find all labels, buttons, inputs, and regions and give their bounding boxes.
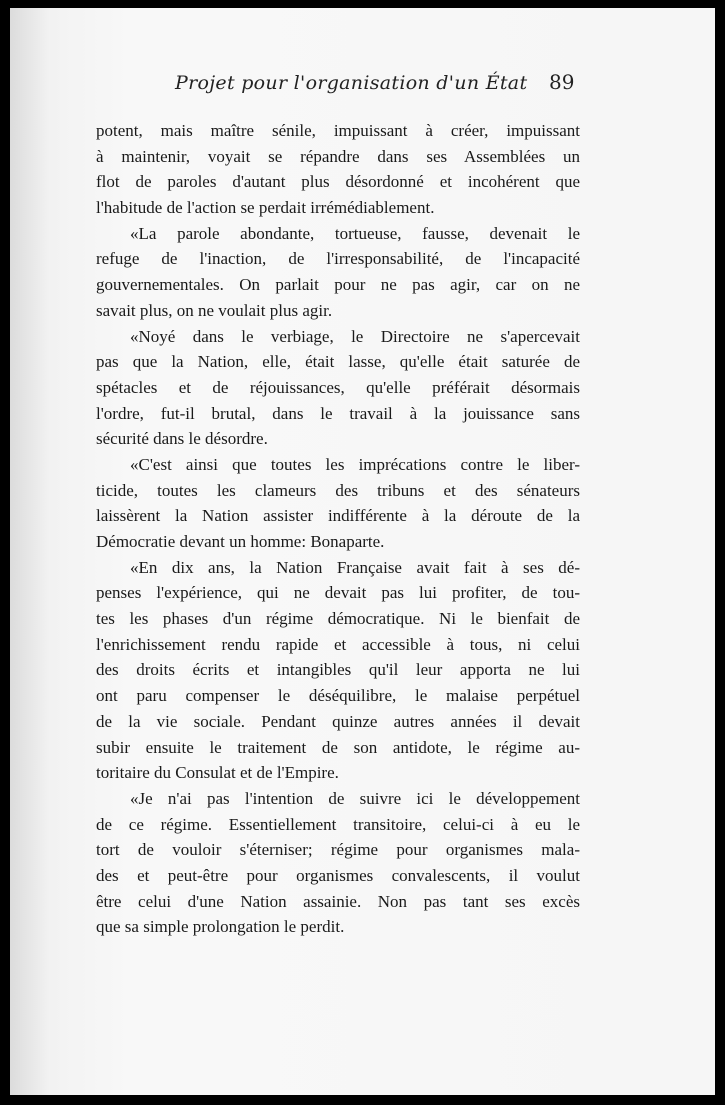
text-line: «La parole abondante, tortueuse, fausse, devenait le	[130, 223, 580, 243]
page-number: 89	[549, 70, 575, 94]
paragraph	[96, 118, 580, 221]
text-line: «En dix ans, la Nation Française avait fait à ses dé-	[130, 557, 580, 577]
paragraph	[96, 555, 580, 786]
text-line: l'ordre, fut-il brutal, dans le travail à la jouissance sans	[96, 403, 580, 423]
text-line: gouvernementales. On parlait pour ne pas agir, car on ne	[96, 275, 580, 295]
text-line: «Noyé dans le verbiage, le Directoire ne s'apercevait	[130, 326, 580, 346]
text-line: refuge de l'inaction, de l'irresponsabilité, de l'incapacité	[96, 249, 580, 269]
text-line: spétacles et de réjouissances, qu'elle préférait désormais	[96, 377, 580, 397]
text-line: de ce régime. Essentiellement transitoire, celui-ci à eu le	[96, 814, 580, 834]
book-page	[10, 8, 715, 1095]
text-line: toritaire du Consulat et de l'Empire.	[96, 763, 339, 783]
text-line: Démocratie devant un homme: Bonaparte.	[96, 532, 385, 551]
text-line: penses l'expérience, qui ne devait pas lui profiter, de tou-	[96, 583, 580, 603]
text-line: l'enrichissement rendu rapide et accessible à tous, ni celui	[96, 634, 580, 654]
text-line: tort de vouloir s'éterniser; régime pour organismes mala-	[96, 840, 580, 860]
paragraph	[96, 221, 580, 324]
text-line: potent, mais maître sénile, impuissant à créer, impuissant	[96, 121, 580, 140]
text-line: ont paru compenser le déséquilibre, le malaise perpétuel	[96, 686, 580, 706]
text-line: pas que la Nation, elle, était lasse, qu'elle était saturée de	[96, 352, 580, 372]
text-line: ticide, toutes les clameurs des tribuns et des sénateurs	[96, 480, 580, 500]
text-line: «C'est ainsi que toutes les imprécations contre le liber-	[130, 454, 580, 474]
paragraph	[96, 452, 580, 555]
text-line: de la vie sociale. Pendant quinze autres années il devait	[96, 711, 580, 731]
text-line: des droits écrits et intangibles qu'il leur apporta ne lui	[96, 660, 580, 680]
text-line: tes les phases d'un régime démocratique. Ni le bienfait de	[96, 609, 580, 629]
text-line: savait plus, on ne voulait plus agir.	[96, 300, 333, 320]
text-line: que sa simple prolongation le perdit.	[96, 917, 345, 937]
text-line: sécurité dans le désordre.	[96, 429, 268, 449]
text-line: flot de paroles d'autant plus désordonné et incohérent que	[96, 172, 580, 192]
text-line: des et peut-être pour organismes convalescents, il voulut	[96, 865, 580, 885]
paragraph	[96, 324, 580, 452]
text-line: laissèrent la Nation assister indifférente à la déroute de la	[96, 506, 580, 526]
text-line: l'habitude de l'action se perdait irrémédiablement.	[96, 198, 435, 218]
text-line: être celui d'une Nation assainie. Non pas tant ses excès	[96, 891, 580, 911]
running-title: Projet pour l'organisation d'un État	[175, 72, 528, 94]
paragraph	[96, 786, 580, 940]
page-header	[10, 66, 715, 106]
text-line: subir ensuite le traitement de son antidote, le régime au-	[96, 737, 580, 757]
text-line: «Je n'ai pas l'intention de suivre ici le développement	[130, 788, 580, 808]
body-text	[96, 118, 580, 940]
text-line: à maintenir, voyait se répandre dans ses Assemblées un	[96, 146, 580, 166]
